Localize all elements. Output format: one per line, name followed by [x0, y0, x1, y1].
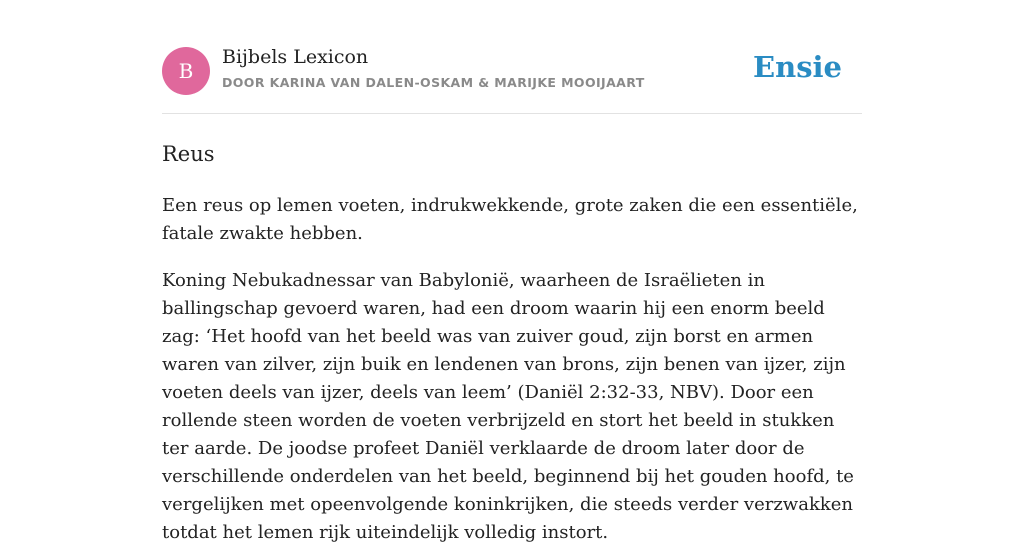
book-header: [162, 0, 862, 114]
entry-paragraph-explanation: Koning Nebukadnessar van Babylonië, waarheen de Israëlieten in ballingschap gevoerd waren, had een droom waarin hij een enorm beeld zag: ‘Het hoofd van het beeld was van zuiver goud, zijn borst en armen waren van zilver, zijn buik en lendenen van brons, zijn benen van ijzer, zijn voeten deels van ijzer, deels van leem’ (Daniël 2:32-33, NBV). Door een rollende steen worden de voeten verbrijzeld en stort het beeld in stukken ter aarde. De joodse profeet Daniël verklaarde de droom later door de verschillende onderdelen van het beeld, beginnend bij het gouden hoofd, te vergelijken met opeenvolgende koninkrijken, die steeds verder verzwakken totdat het lemen rijk uiteindelijk volledig instort.: [162, 270, 854, 543]
book-avatar[interactable]: B: [162, 47, 210, 95]
entry-paragraph-definition: Een reus op lemen voeten, indrukwekkende, grote zaken die een essentiële, fatale zwakte hebben.: [162, 195, 858, 244]
ensie-logo[interactable]: Ensie: [753, 50, 842, 84]
book-authors: DOOR KARINA VAN DALEN-OSKAM & MARIJKE MOOIJAART: [222, 75, 645, 90]
book-title[interactable]: Bijbels Lexicon: [222, 46, 369, 68]
page: [162, 0, 862, 547]
entry-title: Reus: [162, 142, 215, 166]
